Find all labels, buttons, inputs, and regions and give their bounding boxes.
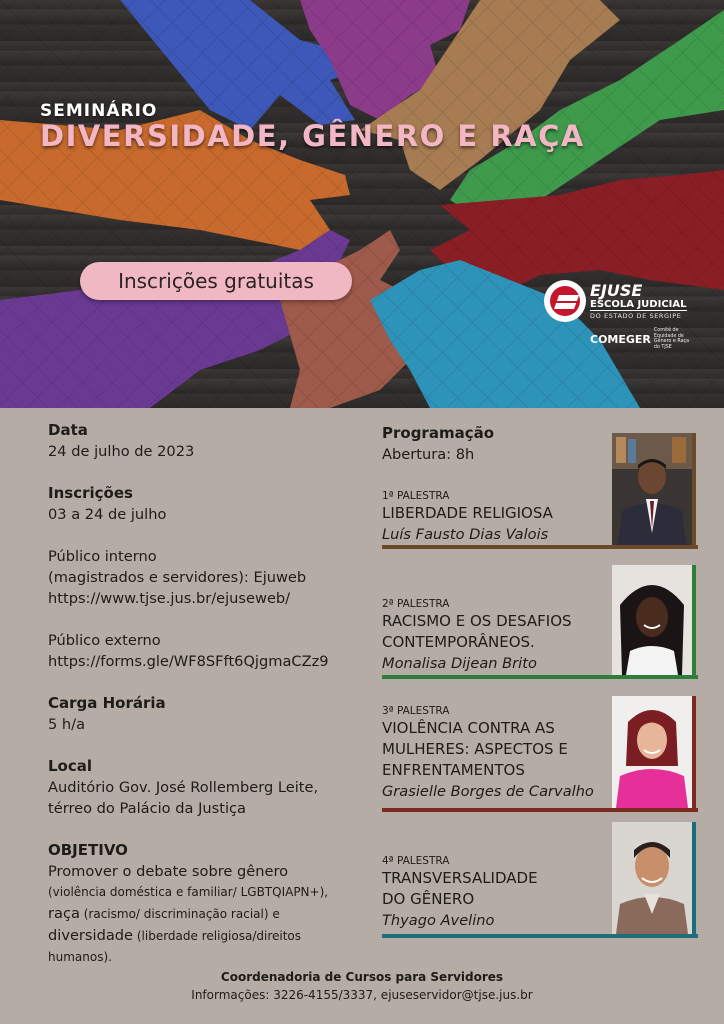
talk-3 [382,704,700,802]
talk-2-title-line1: RACISMO E OS DESAFIOS [382,612,572,630]
comeger-name: COMEGER [590,332,651,346]
ejuse-logo-icon [544,280,586,322]
speaker-2-photo [612,565,692,675]
talk-3-title-line2: MULHERES: ASPECTOS E [382,740,568,758]
date-value: 24 de julho de 2023 [48,443,195,460]
speaker-3-photo [612,696,692,808]
registration-block [48,483,366,525]
logo-line2: DO ESTADO DE SERGIPE [590,310,687,320]
talk-3-speaker: Grasielle Borges de Carvalho [382,783,594,800]
talk-3-divider [382,808,698,812]
place-line1: Auditório Gov. José Rollemberg Leite, [48,779,319,796]
talk-2-title-line2: CONTEMPORÂNEOS. [382,633,535,651]
comeger-logo [590,328,694,350]
talk-1-divider [382,545,698,549]
objective-word-race: raça [48,905,80,922]
internal-audience-line2: (magistrados e servidores): Ejuweb [48,569,307,586]
objective-line4 [48,925,366,947]
talk-4 [382,854,700,931]
talk-3-title-line1: VIOLÊNCIA CONTRA AS [382,719,555,737]
registration-value: 03 a 24 de julho [48,506,167,523]
objective-line2: (violência doméstica e familiar/ LGBTQIAPN+), [48,885,329,899]
talk-4-title-line2: DO GÊNERO [382,890,475,908]
place-label: Local [48,757,93,775]
hours-block [48,693,366,735]
objective-word-diversity: diversidade [48,927,134,944]
talk-1-title-line1: LIBERDADE RELIGIOSA [382,504,553,522]
talk-4-speaker: Thyago Avelino [382,912,495,929]
talk-2-number: 2ª PALESTRA [382,598,450,610]
external-audience-block [48,630,366,672]
objective-line5: humanos). [48,950,112,964]
hours-value: 5 h/a [48,716,86,733]
talk-3-frame [692,696,696,810]
logo-line1: ESCOLA JUDICIAL [590,298,687,310]
talk-2-speaker: Monalisa Dijean Brito [382,655,537,672]
objective-line3 [48,903,366,925]
talk-4-frame [692,822,696,936]
speaker-4-photo [612,822,692,934]
internal-audience-block [48,546,366,609]
speaker-1-photo [612,433,692,545]
logo-name: EJUSE [590,280,643,300]
objective-line1: Promover o debate sobre gênero [48,863,289,880]
title-block [40,101,585,153]
talk-3-title-line3: ENFRENTAMENTOS [382,761,525,779]
program-section [382,423,702,929]
place-line2: térreo do Palácio da Justiça [48,800,246,817]
talk-4-number: 4ª PALESTRA [382,855,450,867]
objective-line4-rest: (liberdade religiosa/direitos [133,929,302,943]
seminar-kicker: SEMINÁRIO [40,101,158,121]
talk-3-number: 3ª PALESTRA [382,705,450,717]
seminar-title: DIVERSIDADE, GÊNERO E RAÇA [40,119,585,153]
objective-line3-rest: (racismo/ discriminação racial) e [79,907,280,921]
footer-organizer: Coordenadoria de Cursos para Servidores [220,970,504,984]
footer [0,968,724,1004]
date-block [48,420,366,462]
talk-1-speaker: Luís Fausto Dias Valois [382,526,549,543]
ejuse-logo [544,280,694,350]
hours-label: Carga Horária [48,694,166,712]
date-label: Data [48,421,88,439]
external-audience-link[interactable]: https://forms.gle/WF8SFft6QjgmaCZz9 [48,653,329,670]
talk-2-frame [692,565,696,677]
talk-2 [382,597,700,674]
event-info [48,420,366,989]
footer-contact: Informações: 3226-4155/3337, ejuseservidor@tjse.jus.br [191,988,533,1002]
objective-block [48,840,366,968]
talk-1-number: 1ª PALESTRA [382,490,450,502]
talk-1 [382,489,700,545]
registration-label: Inscrições [48,484,133,502]
objective-label: OBJETIVO [48,841,128,859]
external-audience-line1: Público externo [48,632,161,649]
comeger-desc: Comitê de Equidade de Gênero e Raça do TJSE [653,328,690,350]
talk-1-frame [692,433,696,549]
program-heading: Programação [382,424,495,442]
internal-audience-line1: Público interno [48,548,157,565]
hero-banner [0,0,724,408]
talk-4-divider [382,934,698,938]
talk-4-title-line1: TRANSVERSALIDADE [382,869,538,887]
free-registration-badge: Inscrições gratuitas [80,262,352,300]
place-block [48,756,366,819]
talk-2-divider [382,675,698,679]
internal-audience-link[interactable]: https://www.tjse.jus.br/ejuseweb/ [48,590,291,607]
program-opening: Abertura: 8h [382,446,475,463]
